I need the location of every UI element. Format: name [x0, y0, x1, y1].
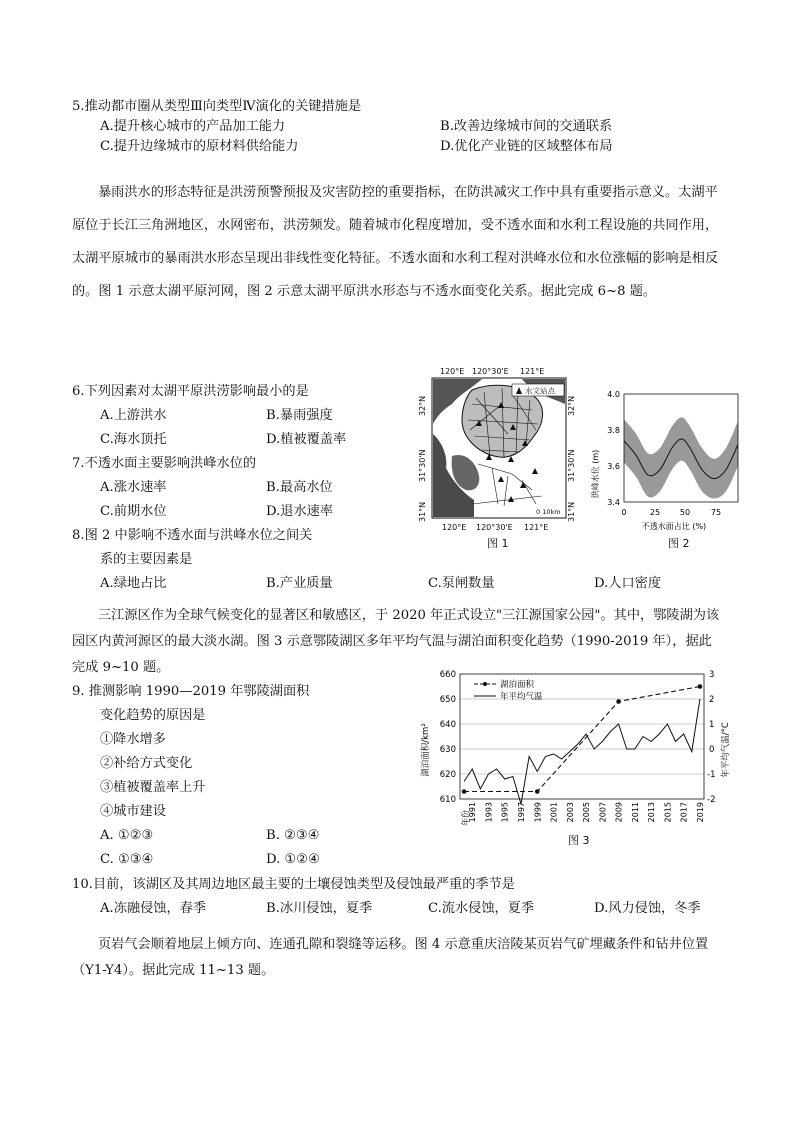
fig3-right-tick: -1 — [707, 770, 716, 780]
fig1-bottom-label: 120°30'E — [476, 523, 513, 532]
q9-item-2: ②补给方式变化 — [100, 756, 193, 771]
fig3-year-tick: 2001 — [549, 802, 559, 823]
q9-item-3: ③植被覆盖率上升 — [100, 780, 206, 795]
q8-option-c: C.泵闸数量 — [428, 576, 495, 591]
q7-option-c: C.前期水位 — [100, 504, 167, 519]
fig2-caption: 图 2 — [668, 537, 690, 550]
fig1-bottom-label: 121°E — [524, 523, 549, 532]
lake-area-point — [698, 684, 703, 689]
fig3-left-tick: 610 — [439, 795, 456, 805]
q10-option-c: C.流水侵蚀，夏季 — [428, 901, 535, 916]
q9-option-d: D. ①②④ — [266, 852, 320, 867]
lake-area-point — [616, 699, 621, 704]
temperature-line — [464, 699, 700, 804]
fig1-scale-bar: 0 10km — [536, 508, 561, 516]
fig1-top-label: 120°E — [440, 367, 465, 376]
fig3-year-tick: 1999 — [533, 802, 543, 823]
q7-option-d: D.退水速率 — [266, 504, 334, 519]
fig3-ylabel-left: 湖泊面积/km² — [421, 723, 431, 777]
fig1-left-label: 31°N — [418, 501, 427, 522]
q6-option-b: B.暴雨强度 — [266, 408, 333, 423]
q9-option-b: B. ②③④ — [266, 828, 320, 843]
q6-option-d: D.植被覆盖率 — [266, 432, 347, 447]
q5-option-a: A.提升核心城市的产品加工能力 — [100, 119, 286, 134]
fig1-top-label: 120°30'E — [472, 367, 509, 376]
fig3-year-tick: 1991 — [468, 802, 478, 823]
fig1-legend: 水文站点 — [525, 386, 555, 396]
fig1-left-label: 31°30'N — [418, 449, 427, 482]
q6-option-a: A.上游洪水 — [100, 408, 167, 423]
fig2-x-tick: 0 — [621, 508, 627, 517]
passage-lake: 三江源区作为全球气候变化的显著区和敏感区，于 2020 年正式设立"三江源国家公园"。其中，鄂陵湖为该园区内黄河源区的最大淡水湖。图 3 示意鄂陵湖区多年平均气温与湖泊面积变化趋势（1990-2019 年），据此完成 9~10 题。 — [72, 608, 720, 675]
q9-stem-line1: 9. 推测影响 1990—2019 年鄂陵湖面积 — [72, 684, 310, 699]
q5-option-b: B.改善边缘城市间的交通联系 — [440, 119, 613, 134]
fig3-right-tick: 2 — [709, 695, 715, 705]
fig3-left-tick: 650 — [439, 695, 456, 705]
fig3-year-tick: 2019 — [695, 802, 705, 823]
figure-1-map — [412, 364, 582, 539]
q10-option-a: A.冻融侵蚀，春季 — [100, 901, 207, 916]
fig3-legend-area: 湖泊面积 — [500, 680, 535, 690]
fig3-year-tick: 2007 — [598, 802, 608, 823]
fig3-caption: 图 3 — [568, 834, 590, 847]
lake-area-point — [535, 789, 540, 794]
fig3-year-tick: 1995 — [500, 802, 510, 823]
q9-item-4: ④城市建设 — [100, 804, 166, 819]
q5-stem: 5.推动都市圈从类型Ⅲ向类型Ⅳ演化的关键措施是 — [72, 99, 362, 114]
fig1-caption: 图 1 — [487, 537, 509, 550]
q10-stem: 10.目前，该湖区及其周边地区最主要的土壤侵蚀类型及侵蚀最严重的季节是 — [72, 877, 515, 892]
lake-area-point — [462, 789, 467, 794]
figure-3-chart — [416, 664, 738, 832]
fig2-x-tick: 25 — [649, 508, 661, 517]
confidence-band — [624, 417, 738, 498]
fig3-year-tick: 2009 — [614, 802, 624, 823]
fig3-year-tick: 2003 — [565, 802, 575, 823]
figure-2-chart — [588, 382, 740, 542]
fig3-left-tick: 640 — [439, 720, 456, 730]
fig3-right-tick: 0 — [709, 745, 715, 755]
fig2-ylabel: 洪峰水位 (m) — [591, 449, 600, 499]
fig1-top-label: 121°E — [520, 367, 545, 376]
q5-option-c: C.提升边缘城市的原材料供给能力 — [100, 139, 299, 154]
fig2-xlabel: 不透水面占比 (%) — [641, 522, 707, 531]
fig3-legend — [474, 679, 543, 702]
fig3-year-tick: 1993 — [484, 802, 494, 823]
fig2-y-tick: 3.4 — [607, 498, 620, 507]
fig3-xlabel: 年份 — [461, 810, 470, 826]
fig3-right-tick: 3 — [709, 670, 715, 680]
q8-option-a: A.绿地占比 — [100, 576, 167, 591]
passage-flood: 暴雨洪水的形态特征是洪涝预警预报及灾害防控的重要指标，在防洪减灾工作中具有重要指示意义。太湖平原位于长江三角洲地区，水网密布，洪涝频发。随着城市化程度增加，受不透水面和水利工程设施的共同作用，太湖平原城市的暴雨洪水形态呈现出非线性变化特征。不透水面和水利工程对洪峰水位和水位涨幅的影响是相反的。图 1 示意太湖平原河网，图 2 示意太湖平原洪水形态与不透水面变化关系。据此完成 6~8 题。 — [72, 185, 719, 299]
fig2-x-tick: 50 — [679, 508, 691, 517]
q6-stem: 6.下列因素对太湖平原洪涝影响最小的是 — [72, 384, 309, 399]
fig3-left-tick: 630 — [439, 745, 456, 755]
q7-stem: 7.不透水面主要影响洪峰水位的 — [72, 456, 257, 471]
fig2-y-tick: 3.8 — [607, 426, 620, 435]
q10-option-d: D.风力侵蚀，冬季 — [594, 901, 701, 916]
fig3-year-tick: 2017 — [679, 802, 689, 823]
fig3-year-tick: 2015 — [663, 802, 673, 823]
fig2-y-tick: 4.0 — [607, 390, 620, 399]
q9-option-c: C. ①③④ — [100, 852, 154, 867]
q8-option-d: D.人口密度 — [594, 576, 662, 591]
fig3-left-tick: 620 — [439, 770, 456, 780]
q9-stem-line2: 变化趋势的原因是 — [100, 708, 206, 723]
fig1-right-label: 32°N — [567, 395, 576, 416]
fig2-y-tick: 3.6 — [607, 462, 620, 471]
passage-shale-gas: 页岩气会顺着地层上倾方向、连通孔隙和裂缝等运移。图 4 示意重庆涪陵某页岩气矿埋藏条件和钻井位置（Y1-Y4）。据此完成 11~13 题。 — [72, 937, 709, 978]
q8-option-b: B.产业质量 — [266, 576, 333, 591]
fig3-right-tick: 1 — [709, 720, 715, 730]
fig1-left-label: 32°N — [418, 395, 427, 416]
fig3-legend-temp: 年平均气温 — [500, 692, 543, 702]
fig2-x-tick: 75 — [710, 508, 722, 517]
fig3-year-tick: 2005 — [582, 802, 592, 823]
fig1-right-label: 31°30'N — [567, 449, 576, 482]
fig3-year-tick: 2011 — [630, 802, 640, 823]
fig1-right-label: 31°N — [567, 501, 576, 522]
q6-option-c: C.海水顶托 — [100, 432, 167, 447]
q9-option-a: A. ①②③ — [100, 828, 154, 843]
q7-option-a: A.涨水速率 — [100, 480, 167, 495]
q9-item-1: ①降水增多 — [100, 732, 166, 747]
q8-stem-line1: 8.图 2 中影响不透水面与洪峰水位之间关 — [72, 528, 313, 543]
q5-option-d: D.优化产业链的区域整体布局 — [440, 139, 613, 154]
fig3-year-tick: 2013 — [647, 802, 657, 823]
q7-option-b: B.最高水位 — [266, 480, 333, 495]
q8-stem-line2: 系的主要因素是 — [100, 552, 193, 567]
fig1-bottom-label: 120°E — [442, 523, 467, 532]
q10-option-b: B.冰川侵蚀，夏季 — [266, 901, 373, 916]
fig3-ylabel-right: 年平均气温/°C — [721, 722, 731, 778]
fig3-year-tick: 1997 — [517, 802, 526, 823]
fig3-left-tick: 660 — [439, 670, 456, 680]
fig3-right-tick: -2 — [707, 795, 716, 805]
